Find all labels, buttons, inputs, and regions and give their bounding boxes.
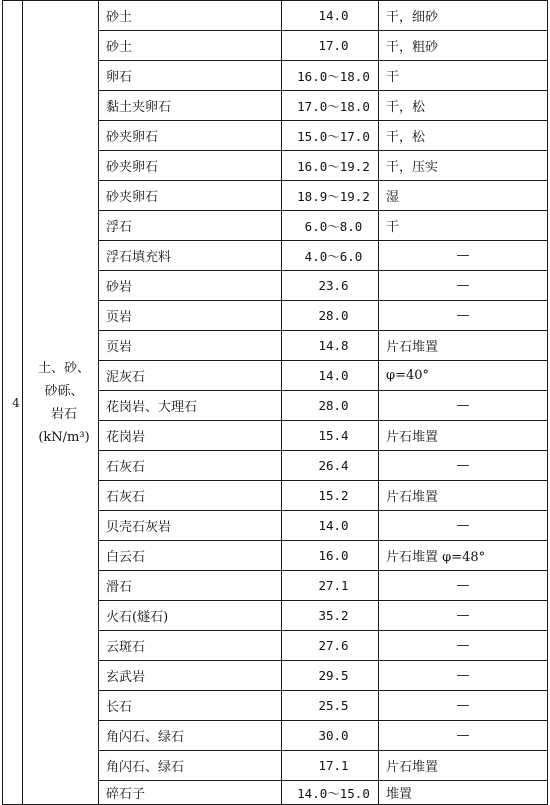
unit-weight-cell: 29.5 xyxy=(282,661,379,691)
material-name-cell: 黏土夹卵石 xyxy=(99,91,282,121)
unit-weight-cell: 35.2 xyxy=(282,601,379,631)
unit-weight-cell: 27.6 xyxy=(282,631,379,661)
unit-weight-cell: 15.4 xyxy=(282,421,379,451)
remark-cell: — xyxy=(379,241,548,271)
remark-cell: 片石堆置 xyxy=(379,331,548,361)
remark-cell: — xyxy=(379,271,548,301)
unit-weight-cell: 14.8 xyxy=(282,331,379,361)
material-name-cell: 页岩 xyxy=(99,331,282,361)
material-name-cell: 花岗岩、大理石 xyxy=(99,391,282,421)
material-name-cell: 长石 xyxy=(99,691,282,721)
remark-cell: 堆置 xyxy=(379,781,548,805)
material-name-cell: 碎石子 xyxy=(99,781,282,805)
remark-cell: — xyxy=(379,571,548,601)
remark-cell: 片石堆置 xyxy=(379,481,548,511)
unit-weight-cell: 18.9～19.2 xyxy=(282,181,379,211)
remark-cell: — xyxy=(379,601,548,631)
unit-weight-cell: 23.6 xyxy=(282,271,379,301)
unit-weight-cell: 16.0～19.2 xyxy=(282,151,379,181)
unit-weight-cell: 14.0 xyxy=(282,1,379,31)
unit-weight-cell: 17.0 xyxy=(282,31,379,61)
material-name-cell: 花岗岩 xyxy=(99,421,282,451)
unit-weight-cell: 14.0～15.0 xyxy=(282,781,379,805)
material-name-cell: 砂土 xyxy=(99,31,282,61)
remark-cell: 片石堆置 φ=48° xyxy=(379,541,548,571)
material-name-cell: 浮石 xyxy=(99,211,282,241)
remark-cell: — xyxy=(379,301,548,331)
material-name-cell: 浮石填充料 xyxy=(99,241,282,271)
unit-weight-cell: 25.5 xyxy=(282,691,379,721)
unit-weight-cell: 16.0～18.0 xyxy=(282,61,379,91)
material-name-cell: 火石(燧石) xyxy=(99,601,282,631)
category-line: 岩石 xyxy=(50,406,77,422)
unit-weight-cell: 28.0 xyxy=(282,301,379,331)
material-name-cell: 白云石 xyxy=(99,541,282,571)
material-name-cell: 石灰石 xyxy=(99,481,282,511)
remark-cell: 干 xyxy=(379,211,548,241)
remark-cell: — xyxy=(379,451,548,481)
remark-cell: — xyxy=(379,661,548,691)
remark-cell: — xyxy=(379,691,548,721)
unit-weight-cell: 15.2 xyxy=(282,481,379,511)
unit-weight-cell: 14.0 xyxy=(282,511,379,541)
unit-weight-cell: 4.0～6.0 xyxy=(282,241,379,271)
material-weight-table xyxy=(2,0,548,805)
unit-weight-cell: 27.1 xyxy=(282,571,379,601)
material-name-cell: 角闪石、绿石 xyxy=(99,721,282,751)
material-name-cell: 角闪石、绿石 xyxy=(99,751,282,781)
remark-cell: 片石堆置 xyxy=(379,751,548,781)
unit-weight-cell: 6.0～8.0 xyxy=(282,211,379,241)
remark-cell: 干，粗砂 xyxy=(379,31,548,61)
material-name-cell: 云斑石 xyxy=(99,631,282,661)
material-name-cell: 砂夹卵石 xyxy=(99,181,282,211)
material-name-cell: 玄武岩 xyxy=(99,661,282,691)
unit-weight-cell: 26.4 xyxy=(282,451,379,481)
remark-cell: 片石堆置 xyxy=(379,421,548,451)
remark-cell: 干 xyxy=(379,61,548,91)
material-name-cell: 页岩 xyxy=(99,301,282,331)
unit-weight-cell: 30.0 xyxy=(282,721,379,751)
remark-cell: 湿 xyxy=(379,181,548,211)
unit-weight-cell: 17.1 xyxy=(282,751,379,781)
category-line: (kN/m³) xyxy=(38,429,90,445)
table-row xyxy=(3,1,548,31)
category-line: 砂砾、 xyxy=(44,383,84,399)
category-cell xyxy=(23,1,99,805)
remark-cell: — xyxy=(379,511,548,541)
remark-cell: 干，松 xyxy=(379,91,548,121)
material-name-cell: 砂夹卵石 xyxy=(99,151,282,181)
unit-weight-cell: 14.0 xyxy=(282,361,379,391)
material-name-cell: 滑石 xyxy=(99,571,282,601)
material-name-cell: 贝壳石灰岩 xyxy=(99,511,282,541)
unit-weight-cell: 28.0 xyxy=(282,391,379,421)
unit-weight-cell: 16.0 xyxy=(282,541,379,571)
table-body xyxy=(3,1,548,805)
category-line: 土、砂、 xyxy=(37,360,90,376)
remark-cell: 干，松 xyxy=(379,121,548,151)
remark-cell: φ=40° xyxy=(379,361,548,391)
remark-cell: — xyxy=(379,631,548,661)
material-name-cell: 砂岩 xyxy=(99,271,282,301)
material-name-cell: 卵石 xyxy=(99,61,282,91)
group-number-cell: 4 xyxy=(3,1,23,805)
remark-cell: 干，细砂 xyxy=(379,1,548,31)
remark-cell: 干，压实 xyxy=(379,151,548,181)
remark-cell: — xyxy=(379,721,548,751)
material-name-cell: 泥灰石 xyxy=(99,361,282,391)
material-name-cell: 石灰石 xyxy=(99,451,282,481)
material-name-cell: 砂土 xyxy=(99,1,282,31)
material-name-cell: 砂夹卵石 xyxy=(99,121,282,151)
remark-cell: — xyxy=(379,391,548,421)
unit-weight-cell: 15.0～17.0 xyxy=(282,121,379,151)
unit-weight-cell: 17.0～18.0 xyxy=(282,91,379,121)
